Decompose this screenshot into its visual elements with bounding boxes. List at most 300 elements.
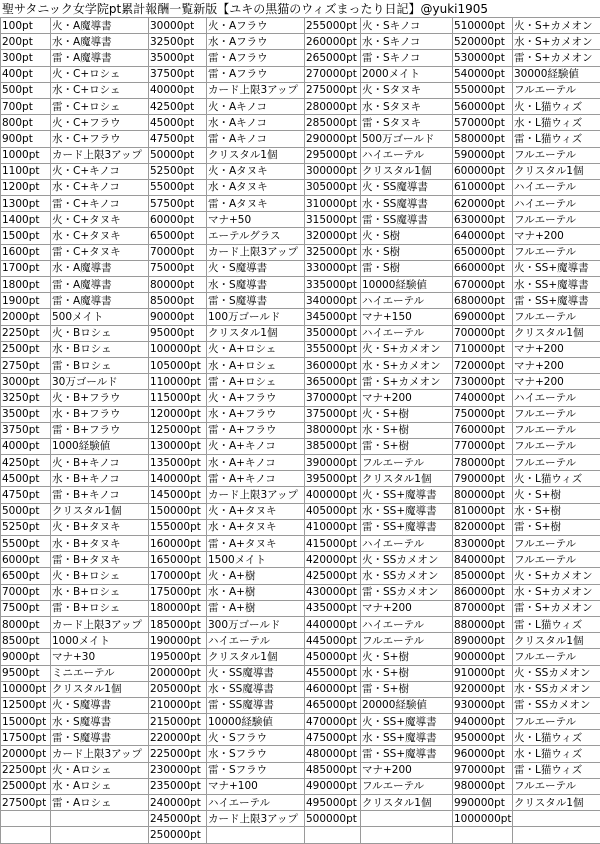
point-threshold-cell: 800000pt bbox=[453, 487, 513, 503]
point-threshold-cell: 530000pt bbox=[453, 50, 513, 66]
point-threshold-cell: 485000pt bbox=[305, 762, 361, 778]
reward-cell: 水・SS+魔導書 bbox=[513, 277, 600, 293]
point-threshold-cell: 57500pt bbox=[149, 196, 207, 212]
table-row bbox=[1, 115, 600, 131]
reward-cell: マナ+200 bbox=[513, 357, 600, 373]
point-threshold-cell: 760000pt bbox=[453, 422, 513, 438]
table-row bbox=[1, 600, 600, 616]
point-threshold-cell: 940000pt bbox=[453, 714, 513, 730]
point-threshold-cell: 230000pt bbox=[149, 762, 207, 778]
reward-cell: 火・SSカメオン bbox=[361, 552, 453, 568]
reward-cell: マナ+200 bbox=[513, 341, 600, 357]
point-threshold-cell: 620000pt bbox=[453, 196, 513, 212]
reward-cell: 雷・Bロシェ bbox=[51, 357, 149, 373]
point-threshold-cell: 150000pt bbox=[149, 503, 207, 519]
reward-cell: クリスタル1個 bbox=[361, 163, 453, 179]
point-threshold-cell: 115000pt bbox=[149, 390, 207, 406]
reward-cell: 火・Sフラウ bbox=[207, 730, 305, 746]
reward-cell: フルエーテル bbox=[513, 536, 600, 552]
table-row bbox=[1, 503, 600, 519]
reward-cell: フルエーテル bbox=[361, 778, 453, 794]
reward-cell: 雷・Sフラウ bbox=[207, 762, 305, 778]
reward-cell: マナ+200 bbox=[513, 374, 600, 390]
reward-cell: 火・S+樹 bbox=[361, 649, 453, 665]
point-threshold-cell: 3500pt bbox=[1, 406, 51, 422]
point-threshold-cell: 880000pt bbox=[453, 616, 513, 632]
point-threshold-cell: 335000pt bbox=[305, 277, 361, 293]
reward-cell: 水・S+樹 bbox=[361, 422, 453, 438]
reward-cell: フルエーテル bbox=[513, 244, 600, 260]
point-threshold-cell: 370000pt bbox=[305, 390, 361, 406]
reward-cell: 水・A+ロシェ bbox=[207, 357, 305, 373]
table-row bbox=[1, 487, 600, 503]
reward-cell: 火・A+キノコ bbox=[207, 438, 305, 454]
point-threshold-cell: 980000pt bbox=[453, 778, 513, 794]
point-threshold-cell: 900000pt bbox=[453, 649, 513, 665]
reward-cell: 水・B+キノコ bbox=[51, 471, 149, 487]
reward-cell: マナ+200 bbox=[361, 762, 453, 778]
reward-cell: マナ+150 bbox=[361, 309, 453, 325]
reward-cell: 雷・S魔導書 bbox=[207, 293, 305, 309]
point-threshold-cell: 475000pt bbox=[305, 730, 361, 746]
reward-cell: 火・S魔導書 bbox=[207, 260, 305, 276]
reward-cell: ハイエーテル bbox=[207, 795, 305, 811]
table-row bbox=[1, 455, 600, 471]
point-threshold-cell: 42500pt bbox=[149, 98, 207, 114]
point-threshold-cell: 890000pt bbox=[453, 633, 513, 649]
point-threshold-cell: 540000pt bbox=[453, 66, 513, 82]
point-threshold-cell: 5500pt bbox=[1, 536, 51, 552]
reward-cell: 火・S+カメオン bbox=[513, 568, 600, 584]
reward-cell: 火・C+フラウ bbox=[51, 115, 149, 131]
reward-cell: 火・B+キノコ bbox=[51, 455, 149, 471]
reward-cell: フルエーテル bbox=[513, 147, 600, 163]
point-threshold-cell: 590000pt bbox=[453, 147, 513, 163]
point-threshold-cell: 255000pt bbox=[305, 18, 361, 34]
table-row bbox=[1, 697, 600, 713]
point-threshold-cell: 680000pt bbox=[453, 293, 513, 309]
point-threshold-cell: 730000pt bbox=[453, 374, 513, 390]
reward-cell: 水・Sキノコ bbox=[361, 34, 453, 50]
reward-cell: 雷・S+樹 bbox=[361, 438, 453, 454]
point-threshold-cell: 385000pt bbox=[305, 438, 361, 454]
reward-cell: 火・L猫ウィズ bbox=[513, 98, 600, 114]
reward-cell: 雷・L猫ウィズ bbox=[513, 616, 600, 632]
reward-cell: カード上限3アップ bbox=[51, 616, 149, 632]
point-threshold-cell: 17500pt bbox=[1, 730, 51, 746]
reward-cell: 水・C+ロシェ bbox=[51, 82, 149, 98]
point-threshold-cell: 52500pt bbox=[149, 163, 207, 179]
reward-cell: 水・SS+魔導書 bbox=[361, 503, 453, 519]
reward-cell bbox=[513, 811, 600, 827]
reward-cell: 雷・S樹 bbox=[361, 260, 453, 276]
point-threshold-cell: 425000pt bbox=[305, 568, 361, 584]
reward-cell: フルエーテル bbox=[513, 649, 600, 665]
point-threshold-cell: 1400pt bbox=[1, 212, 51, 228]
reward-cell: 水・Sフラウ bbox=[207, 746, 305, 762]
point-threshold-cell: 550000pt bbox=[453, 82, 513, 98]
reward-cell: 水・C+タヌキ bbox=[51, 228, 149, 244]
reward-cell: 火・Aタヌキ bbox=[207, 163, 305, 179]
reward-cell: 火・Aキノコ bbox=[207, 98, 305, 114]
table-row bbox=[1, 357, 600, 373]
point-threshold-cell: 325000pt bbox=[305, 244, 361, 260]
reward-cell: 火・L猫ウィズ bbox=[513, 730, 600, 746]
reward-cell: 火・A+タヌキ bbox=[207, 503, 305, 519]
reward-cell: 雷・SSカメオン bbox=[513, 697, 600, 713]
reward-cell: マナ+50 bbox=[207, 212, 305, 228]
point-threshold-cell: 740000pt bbox=[453, 390, 513, 406]
reward-cell: ハイエーテル bbox=[361, 293, 453, 309]
point-threshold-cell: 75000pt bbox=[149, 260, 207, 276]
table-row bbox=[1, 179, 600, 195]
reward-cell: 1000経験値 bbox=[51, 438, 149, 454]
reward-cell: 500万ゴールド bbox=[361, 131, 453, 147]
point-threshold-cell: 630000pt bbox=[453, 212, 513, 228]
point-threshold-cell: 355000pt bbox=[305, 341, 361, 357]
reward-cell: 火・A+フラウ bbox=[207, 390, 305, 406]
reward-cell: 火・C+キノコ bbox=[51, 163, 149, 179]
point-threshold-cell: 140000pt bbox=[149, 471, 207, 487]
table-row bbox=[1, 309, 600, 325]
table-row bbox=[1, 681, 600, 697]
point-threshold-cell: 415000pt bbox=[305, 536, 361, 552]
point-threshold-cell: 185000pt bbox=[149, 616, 207, 632]
reward-cell: 雷・SS魔導書 bbox=[361, 212, 453, 228]
point-threshold-cell: 50000pt bbox=[149, 147, 207, 163]
point-threshold-cell: 840000pt bbox=[453, 552, 513, 568]
reward-cell: 火・SS魔導書 bbox=[207, 665, 305, 681]
point-threshold-cell: 250000pt bbox=[149, 827, 207, 843]
reward-cell: 水・L猫ウィズ bbox=[513, 746, 600, 762]
point-threshold-cell: 1600pt bbox=[1, 244, 51, 260]
point-threshold-cell: 640000pt bbox=[453, 228, 513, 244]
reward-cell: クリスタル1個 bbox=[513, 633, 600, 649]
point-threshold-cell: 20000pt bbox=[1, 746, 51, 762]
reward-cell: 水・Aフラウ bbox=[207, 34, 305, 50]
reward-cell: 雷・Aフラウ bbox=[207, 50, 305, 66]
reward-cell: フルエーテル bbox=[513, 82, 600, 98]
point-threshold-cell: 910000pt bbox=[453, 665, 513, 681]
table-row bbox=[1, 811, 600, 827]
reward-cell: 火・S+カメオン bbox=[513, 18, 600, 34]
point-threshold-cell: 690000pt bbox=[453, 309, 513, 325]
point-threshold-cell: 280000pt bbox=[305, 98, 361, 114]
point-threshold-cell bbox=[453, 827, 513, 843]
reward-cell: 水・Bロシェ bbox=[51, 341, 149, 357]
reward-cell: クリスタル1個 bbox=[513, 325, 600, 341]
point-threshold-cell: 930000pt bbox=[453, 697, 513, 713]
table-row bbox=[1, 746, 600, 762]
reward-cell: 雷・A魔導書 bbox=[51, 293, 149, 309]
table-row bbox=[1, 649, 600, 665]
reward-cell: 雷・A+キノコ bbox=[207, 471, 305, 487]
reward-cell: マナ+200 bbox=[361, 600, 453, 616]
point-threshold-cell: 435000pt bbox=[305, 600, 361, 616]
point-threshold-cell: 360000pt bbox=[305, 357, 361, 373]
point-threshold-cell: 4750pt bbox=[1, 487, 51, 503]
table-row bbox=[1, 293, 600, 309]
reward-cell: フルエーテル bbox=[513, 714, 600, 730]
reward-cell: 火・C+タヌキ bbox=[51, 212, 149, 228]
reward-cell bbox=[361, 827, 453, 843]
point-threshold-cell: 420000pt bbox=[305, 552, 361, 568]
point-threshold-cell: 125000pt bbox=[149, 422, 207, 438]
table-row bbox=[1, 795, 600, 811]
point-threshold-cell: 900pt bbox=[1, 131, 51, 147]
reward-cell: フルエーテル bbox=[513, 778, 600, 794]
table-row bbox=[1, 50, 600, 66]
reward-cell: 300万ゴールド bbox=[207, 616, 305, 632]
point-threshold-cell: 870000pt bbox=[453, 600, 513, 616]
point-threshold-cell: 440000pt bbox=[305, 616, 361, 632]
table-row bbox=[1, 665, 600, 681]
reward-cell: 雷・S魔導書 bbox=[51, 730, 149, 746]
reward-cell: 水・S+樹 bbox=[513, 503, 600, 519]
reward-cell bbox=[361, 811, 453, 827]
reward-cell: 雷・L猫ウィズ bbox=[513, 762, 600, 778]
point-threshold-cell: 960000pt bbox=[453, 746, 513, 762]
reward-cell: ハイエーテル bbox=[513, 196, 600, 212]
reward-table bbox=[0, 17, 600, 844]
point-threshold-cell: 2250pt bbox=[1, 325, 51, 341]
point-threshold-cell: 240000pt bbox=[149, 795, 207, 811]
point-threshold-cell: 500000pt bbox=[305, 811, 361, 827]
point-threshold-cell: 225000pt bbox=[149, 746, 207, 762]
reward-cell: 火・S+カメオン bbox=[361, 341, 453, 357]
reward-cell: 火・A+樹 bbox=[207, 568, 305, 584]
reward-cell: 雷・SS+魔導書 bbox=[361, 746, 453, 762]
point-threshold-cell: 450000pt bbox=[305, 649, 361, 665]
point-threshold-cell: 820000pt bbox=[453, 519, 513, 535]
point-threshold-cell: 290000pt bbox=[305, 131, 361, 147]
point-threshold-cell: 340000pt bbox=[305, 293, 361, 309]
reward-cell: 水・Aロシェ bbox=[51, 778, 149, 794]
point-threshold-cell: 710000pt bbox=[453, 341, 513, 357]
reward-cell: 10000経験値 bbox=[207, 714, 305, 730]
reward-cell: 雷・Sタヌキ bbox=[361, 115, 453, 131]
point-threshold-cell: 130000pt bbox=[149, 438, 207, 454]
reward-cell: カード上限3アップ bbox=[207, 244, 305, 260]
reward-cell: 雷・Sキノコ bbox=[361, 50, 453, 66]
reward-cell: クリスタル1個 bbox=[207, 147, 305, 163]
point-threshold-cell: 100pt bbox=[1, 18, 51, 34]
table-row bbox=[1, 584, 600, 600]
reward-cell: 水・A+キノコ bbox=[207, 455, 305, 471]
point-threshold-cell: 410000pt bbox=[305, 519, 361, 535]
reward-cell: 火・S+樹 bbox=[361, 406, 453, 422]
reward-cell: 雷・Aロシェ bbox=[51, 795, 149, 811]
point-threshold-cell: 9000pt bbox=[1, 649, 51, 665]
reward-cell: 火・B+ロシェ bbox=[51, 568, 149, 584]
point-threshold-cell: 4250pt bbox=[1, 455, 51, 471]
reward-cell: 火・SS+魔導書 bbox=[361, 714, 453, 730]
point-threshold-cell: 920000pt bbox=[453, 681, 513, 697]
table-row bbox=[1, 714, 600, 730]
point-threshold-cell: 1200pt bbox=[1, 179, 51, 195]
point-threshold-cell: 105000pt bbox=[149, 357, 207, 373]
point-threshold-cell: 1700pt bbox=[1, 260, 51, 276]
reward-cell: 雷・Aキノコ bbox=[207, 131, 305, 147]
reward-cell: 火・B+タヌキ bbox=[51, 519, 149, 535]
reward-cell: ハイエーテル bbox=[361, 325, 453, 341]
table-row bbox=[1, 18, 600, 34]
reward-cell: 水・B+ロシェ bbox=[51, 584, 149, 600]
reward-cell: 雷・A魔導書 bbox=[51, 277, 149, 293]
point-threshold-cell: 500pt bbox=[1, 82, 51, 98]
reward-cell: 水・C+キノコ bbox=[51, 179, 149, 195]
reward-cell: マナ+30 bbox=[51, 649, 149, 665]
reward-cell: フルエーテル bbox=[513, 309, 600, 325]
table-row bbox=[1, 616, 600, 632]
reward-cell: マナ+100 bbox=[207, 778, 305, 794]
point-threshold-cell: 7500pt bbox=[1, 600, 51, 616]
point-threshold-cell: 560000pt bbox=[453, 98, 513, 114]
reward-cell: 火・Aロシェ bbox=[51, 762, 149, 778]
point-threshold-cell: 30000pt bbox=[149, 18, 207, 34]
reward-cell: フルエーテル bbox=[513, 455, 600, 471]
point-threshold-cell: 3000pt bbox=[1, 374, 51, 390]
point-threshold-cell: 110000pt bbox=[149, 374, 207, 390]
point-threshold-cell: 1100pt bbox=[1, 163, 51, 179]
reward-cell: 水・B+フラウ bbox=[51, 406, 149, 422]
point-threshold-cell: 200000pt bbox=[149, 665, 207, 681]
point-threshold-cell: 790000pt bbox=[453, 471, 513, 487]
point-threshold-cell: 650000pt bbox=[453, 244, 513, 260]
reward-cell: 1000メイト bbox=[51, 633, 149, 649]
point-threshold-cell: 47500pt bbox=[149, 131, 207, 147]
table-row bbox=[1, 34, 600, 50]
point-threshold-cell: 175000pt bbox=[149, 584, 207, 600]
reward-cell: 雷・A+フラウ bbox=[207, 422, 305, 438]
reward-cell: 雷・Aフラウ bbox=[207, 66, 305, 82]
table-row bbox=[1, 730, 600, 746]
point-threshold-cell: 260000pt bbox=[305, 34, 361, 50]
reward-cell: 雷・SS魔導書 bbox=[207, 697, 305, 713]
reward-cell: 水・S+樹 bbox=[361, 665, 453, 681]
point-threshold-cell: 265000pt bbox=[305, 50, 361, 66]
point-threshold-cell: 37500pt bbox=[149, 66, 207, 82]
reward-cell: 雷・S+樹 bbox=[361, 681, 453, 697]
reward-cell: 100万ゴールド bbox=[207, 309, 305, 325]
point-threshold-cell: 195000pt bbox=[149, 649, 207, 665]
reward-cell: 火・A魔導書 bbox=[51, 18, 149, 34]
point-threshold-cell: 320000pt bbox=[305, 228, 361, 244]
table-row bbox=[1, 390, 600, 406]
reward-cell: 20000経験値 bbox=[361, 697, 453, 713]
reward-cell: 雷・A+タヌキ bbox=[207, 536, 305, 552]
point-threshold-cell: 970000pt bbox=[453, 762, 513, 778]
point-threshold-cell: 1500pt bbox=[1, 228, 51, 244]
point-threshold-cell: 165000pt bbox=[149, 552, 207, 568]
reward-cell: クリスタル1個 bbox=[207, 325, 305, 341]
reward-cell: 水・S+カメオン bbox=[513, 584, 600, 600]
point-threshold-cell: 8500pt bbox=[1, 633, 51, 649]
table-row bbox=[1, 374, 600, 390]
point-threshold-cell: 4500pt bbox=[1, 471, 51, 487]
point-threshold-cell: 170000pt bbox=[149, 568, 207, 584]
point-threshold-cell: 15000pt bbox=[1, 714, 51, 730]
reward-cell: 雷・C+ロシェ bbox=[51, 98, 149, 114]
reward-cell: 水・SSカメオン bbox=[361, 568, 453, 584]
reward-cell: 雷・C+キノコ bbox=[51, 196, 149, 212]
point-threshold-cell: 3250pt bbox=[1, 390, 51, 406]
point-threshold-cell: 45000pt bbox=[149, 115, 207, 131]
point-threshold-cell: 315000pt bbox=[305, 212, 361, 228]
point-threshold-cell: 135000pt bbox=[149, 455, 207, 471]
point-threshold-cell: 395000pt bbox=[305, 471, 361, 487]
reward-cell: 雷・SS+魔導書 bbox=[361, 519, 453, 535]
point-threshold-cell: 750000pt bbox=[453, 406, 513, 422]
point-threshold-cell: 210000pt bbox=[149, 697, 207, 713]
reward-cell: 雷・S+樹 bbox=[513, 519, 600, 535]
point-threshold-cell: 70000pt bbox=[149, 244, 207, 260]
reward-cell: 雷・L猫ウィズ bbox=[513, 131, 600, 147]
point-threshold-cell: 375000pt bbox=[305, 406, 361, 422]
reward-cell: 火・C+ロシェ bbox=[51, 66, 149, 82]
reward-cell: 水・A+フラウ bbox=[207, 406, 305, 422]
point-threshold-cell: 830000pt bbox=[453, 536, 513, 552]
reward-cell: 30000経験値 bbox=[513, 66, 600, 82]
point-threshold-cell: 12500pt bbox=[1, 697, 51, 713]
point-threshold-cell: 200pt bbox=[1, 34, 51, 50]
point-threshold-cell: 700pt bbox=[1, 98, 51, 114]
point-threshold-cell: 160000pt bbox=[149, 536, 207, 552]
reward-cell: 雷・B+タヌキ bbox=[51, 552, 149, 568]
reward-cell: 火・SS魔導書 bbox=[361, 179, 453, 195]
point-threshold-cell: 770000pt bbox=[453, 438, 513, 454]
table-row bbox=[1, 277, 600, 293]
reward-cell: ハイエーテル bbox=[207, 633, 305, 649]
point-threshold-cell: 580000pt bbox=[453, 131, 513, 147]
reward-cell: 雷・SS+魔導書 bbox=[513, 293, 600, 309]
reward-cell: 雷・A魔導書 bbox=[51, 50, 149, 66]
point-threshold-cell: 25000pt bbox=[1, 778, 51, 794]
table-row bbox=[1, 196, 600, 212]
reward-cell: ハイエーテル bbox=[513, 390, 600, 406]
reward-cell: 雷・S+カメオン bbox=[513, 50, 600, 66]
point-threshold-cell: 660000pt bbox=[453, 260, 513, 276]
reward-cell: カード上限3アップ bbox=[207, 811, 305, 827]
point-threshold-cell: 205000pt bbox=[149, 681, 207, 697]
point-threshold-cell: 300000pt bbox=[305, 163, 361, 179]
point-threshold-cell: 700000pt bbox=[453, 325, 513, 341]
table-row bbox=[1, 131, 600, 147]
reward-cell: 火・Bロシェ bbox=[51, 325, 149, 341]
reward-cell: 2000メイト bbox=[361, 66, 453, 82]
point-threshold-cell: 155000pt bbox=[149, 519, 207, 535]
point-threshold-cell: 1800pt bbox=[1, 277, 51, 293]
point-threshold-cell: 480000pt bbox=[305, 746, 361, 762]
point-threshold-cell: 380000pt bbox=[305, 422, 361, 438]
table-row bbox=[1, 244, 600, 260]
point-threshold-cell: 40000pt bbox=[149, 82, 207, 98]
reward-cell: 水・SSカメオン bbox=[513, 681, 600, 697]
point-threshold-cell: 145000pt bbox=[149, 487, 207, 503]
reward-cell: 水・C+フラウ bbox=[51, 131, 149, 147]
point-threshold-cell: 720000pt bbox=[453, 357, 513, 373]
point-threshold-cell: 465000pt bbox=[305, 697, 361, 713]
reward-table-body bbox=[1, 18, 600, 844]
point-threshold-cell: 2750pt bbox=[1, 357, 51, 373]
reward-cell: 500メイト bbox=[51, 309, 149, 325]
point-threshold-cell: 2500pt bbox=[1, 341, 51, 357]
reward-cell: フルエーテル bbox=[513, 212, 600, 228]
point-threshold-cell: 470000pt bbox=[305, 714, 361, 730]
point-threshold-cell: 55000pt bbox=[149, 179, 207, 195]
reward-cell: ミニエーテル bbox=[51, 665, 149, 681]
reward-cell: 水・S魔導書 bbox=[207, 277, 305, 293]
